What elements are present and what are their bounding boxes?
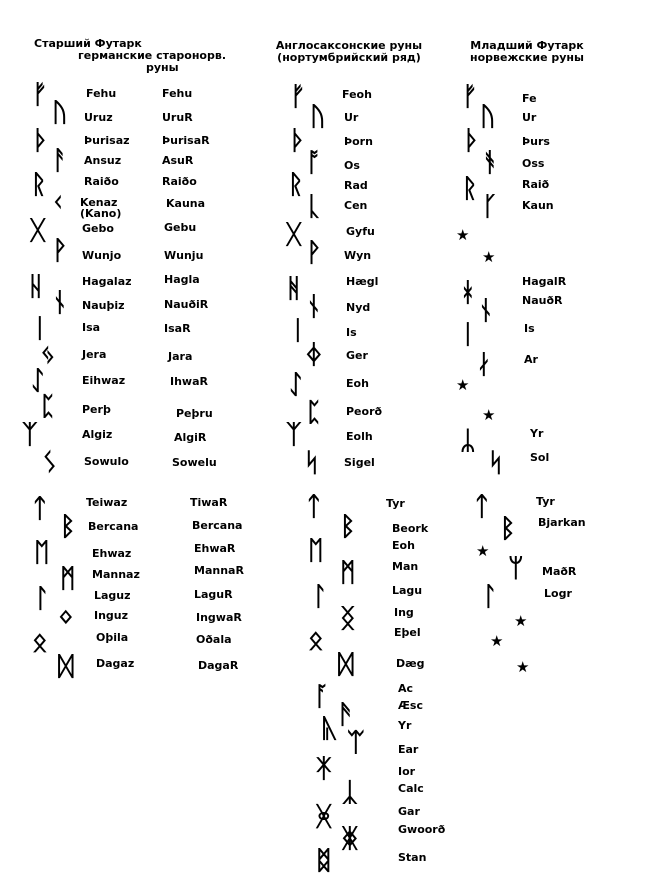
germanic-rune-name: Gebo (82, 222, 114, 235)
star-icon: ★ (482, 406, 496, 424)
rune-glyph: ᚸ (316, 802, 332, 832)
anglo-saxon-rune-name: Eolh (346, 430, 373, 443)
rune-glyph: ᚫ (338, 700, 354, 730)
rune-glyph: ᛚ (34, 584, 50, 614)
rune-glyph: ᚪ (314, 682, 330, 712)
rune-glyph: ᚢ (480, 102, 496, 132)
anglo-saxon-rune-name: Gyfu (346, 225, 375, 238)
rune-glyph: ᚾ (478, 296, 494, 326)
rune-glyph: ᛚ (312, 582, 328, 612)
germanic-rune-name: Perþ (82, 403, 111, 416)
germanic-rune-name: Ansuz (84, 154, 122, 167)
old-norse-rune-name: AlgiR (174, 431, 207, 444)
star-icon: ★ (514, 612, 528, 630)
germanic-rune-name: Raiðo (84, 175, 119, 188)
anglo-saxon-rune-name: Sigel (344, 456, 375, 469)
old-norse-rune-name: ÞurisaR (162, 134, 210, 147)
rune-glyph: ᛖ (308, 536, 324, 566)
rune-glyph: ᚱ (288, 170, 304, 200)
rune-glyph: ᛞ (338, 650, 354, 680)
germanic-rune-name: Bercana (88, 520, 139, 533)
rune-glyph: ᛗ (340, 558, 356, 588)
old-norse-rune-name: Jara (168, 350, 193, 363)
rune-glyph: ᛡ (316, 754, 332, 784)
old-norse-rune-name: EhwaR (194, 542, 236, 555)
anglo-saxon-rune-name: Eoh (392, 539, 415, 552)
anglo-saxon-rune-name: Stan (398, 851, 427, 864)
germanic-rune-name: Ehwaz (92, 547, 132, 560)
rune-glyph: ᚾ (306, 292, 322, 322)
old-norse-rune-name: Wunju (164, 249, 204, 262)
rune-glyph: ᛘ (508, 554, 524, 584)
anglo-saxon-rune-name: Nyd (346, 301, 371, 314)
anglo-saxon-rune-name: Ear (398, 743, 419, 756)
anglo-saxon-rune-name: Tyr (386, 497, 405, 510)
rune-glyph: ᛝ (340, 604, 356, 634)
rune-glyph: ᚲ (50, 188, 66, 218)
header-line: руны (146, 61, 179, 74)
old-norse-rune-name: TiwaR (190, 496, 228, 509)
germanic-rune-name: Dagaz (96, 657, 135, 670)
rune-glyph: ᛁ (460, 320, 476, 350)
younger-rune-name: NauðR (522, 294, 563, 307)
younger-rune-name: Raið (522, 178, 550, 191)
header-line: Старший Футарк (34, 37, 142, 50)
younger-rune-name: Sol (530, 451, 550, 464)
old-norse-rune-name: DagaR (198, 659, 239, 672)
old-norse-rune-name: IhwaR (170, 375, 208, 388)
rune-glyph: ᛉ (286, 420, 302, 450)
rune-glyph: ᛈ (40, 392, 56, 422)
rune-glyph: ᚣ (322, 714, 338, 744)
younger-rune-name: Logr (544, 587, 572, 600)
old-norse-rune-name: Gebu (164, 221, 197, 234)
old-norse-rune-name: Bercana (192, 519, 243, 532)
header-line: Младший Футарк (470, 39, 584, 52)
germanic-rune-name: Uruz (84, 111, 113, 124)
anglo-saxon-rune-name: Os (344, 159, 360, 172)
rune-glyph: ᛜ (58, 604, 74, 634)
germanic-rune-name: Isa (82, 321, 101, 334)
elder-futhark-header (34, 38, 254, 74)
rune-glyph: ᛖ (34, 538, 50, 568)
germanic-rune-name: Inguz (94, 609, 129, 622)
old-norse-rune-name: MannaR (194, 564, 244, 577)
anglo-saxon-rune-name: Eoh (346, 377, 369, 390)
rune-glyph: ᚺ (28, 272, 44, 302)
anglo-saxon-rune-name: Feoh (342, 88, 372, 101)
anglo-saxon-rune-name: Ing (394, 606, 414, 619)
rune-glyph: ᛏ (474, 492, 490, 522)
germanic-rune-name: Nauþiz (82, 299, 125, 312)
old-norse-rune-name: Kauna (166, 197, 206, 210)
rune-glyph: ᚷ (30, 216, 46, 246)
rune-glyph: ᚼ (460, 278, 476, 308)
anglo-saxon-rune-name: Ac (398, 682, 414, 695)
rune-glyph: ᚦ (464, 126, 480, 156)
germanic-rune-name: Kenaz (80, 196, 118, 209)
header-line: (нортумбрийский ряд) (277, 51, 421, 64)
old-norse-rune-name: AsuR (162, 154, 194, 167)
younger-rune-name: Kaun (522, 199, 554, 212)
germanic-rune-name: Teiwaz (86, 496, 128, 509)
germanic-rune-name: Mannaz (92, 568, 140, 581)
rune-glyph: ᚠ (32, 80, 48, 110)
anglo-saxon-rune-name: Gar (398, 805, 420, 818)
rune-glyph: ᛉ (22, 420, 38, 450)
old-norse-rune-name: LaguR (194, 588, 233, 601)
rune-glyph: ᛄ (306, 340, 322, 370)
anglo-saxon-rune-name: Beork (392, 522, 429, 535)
old-norse-rune-name: Oðala (196, 633, 232, 646)
star-icon: ★ (490, 632, 504, 650)
germanic-rune-name: (Kano) (80, 207, 122, 220)
younger-rune-name: Ur (522, 111, 537, 124)
anglo-saxon-rune-name: Cen (344, 199, 368, 212)
rune-glyph: ᚢ (52, 98, 68, 128)
anglo-saxon-rune-name: Æsc (398, 699, 424, 712)
younger-rune-name: MaðR (542, 565, 577, 578)
anglo-saxon-rune-name: Lagu (392, 584, 423, 597)
rune-glyph: ᚠ (290, 82, 306, 112)
rune-glyph: ᚨ (52, 146, 68, 176)
germanic-rune-name: Hagalaz (82, 275, 132, 288)
star-icon: ★ (456, 226, 470, 244)
anglo-saxon-rune-name: Peorð (346, 405, 383, 418)
old-norse-rune-name: UruR (162, 111, 193, 124)
anglo-saxon-rune-name: Þorn (344, 135, 373, 148)
anglo-saxon-rune-name: Dæg (396, 657, 425, 670)
germanic-rune-name: Laguz (94, 589, 131, 602)
anglo-saxon-rune-name: Gwoorð (398, 823, 446, 836)
rune-glyph: ᚱ (462, 174, 478, 204)
anglo-saxon-rune-name: Ur (344, 111, 359, 124)
anglo-saxon-rune-name: Man (392, 560, 419, 573)
younger-rune-name: Yr (530, 427, 544, 440)
rune-glyph: ᛠ (348, 728, 364, 758)
old-norse-rune-name: NauðiR (164, 298, 209, 311)
star-icon: ★ (482, 248, 496, 266)
rune-glyph: ᛦ (460, 426, 476, 456)
star-icon: ★ (476, 542, 490, 560)
germanic-rune-name: Jera (82, 348, 107, 361)
rune-glyph: ᛏ (32, 494, 48, 524)
germanic-rune-name: Wunjo (82, 249, 122, 262)
rune-glyph: ᚹ (52, 236, 68, 266)
germanic-rune-name: Oþila (96, 631, 129, 644)
younger-rune-name: HagalR (522, 275, 567, 288)
rune-glyph: ᛃ (40, 340, 56, 370)
rune-glyph: ᚹ (306, 238, 322, 268)
old-norse-rune-name: IngwaR (196, 611, 242, 624)
rune-glyph: ᛣ (342, 778, 358, 808)
anglo-saxon-rune-name: Wyn (344, 249, 372, 262)
younger-rune-name: Fe (522, 92, 537, 105)
rune-glyph: ᛒ (340, 512, 356, 542)
anglo-saxon-rune-name: Eþel (394, 626, 421, 639)
anglo-saxon-header (264, 40, 434, 64)
rune-glyph: ᛁ (290, 316, 306, 346)
rune-glyph: ᚴ (482, 192, 498, 222)
old-norse-rune-name: IsaR (164, 322, 191, 335)
header-line: норвежские руны (470, 51, 584, 64)
star-icon: ★ (516, 658, 530, 676)
old-norse-rune-name: Fehu (162, 87, 193, 100)
germanic-rune-name: Sowulo (84, 455, 129, 468)
younger-rune-name: Þurs (522, 135, 550, 148)
rune-glyph: ᚾ (52, 288, 68, 318)
rune-glyph: ᚷ (286, 220, 302, 250)
rune-glyph: ᚻ (286, 274, 302, 304)
rune-glyph: ᛟ (308, 626, 324, 656)
younger-rune-name: Oss (522, 157, 545, 170)
germanic-rune-name: Fehu (86, 87, 117, 100)
germanic-rune-name: Þurisaz (84, 134, 130, 147)
rune-glyph: ᚦ (33, 126, 49, 156)
old-norse-rune-name: Peþru (176, 407, 213, 420)
rune-glyph: ᛟ (32, 628, 48, 658)
old-norse-rune-name: Sowelu (172, 456, 217, 469)
header-line: Англосаксонские руны (275, 39, 423, 52)
old-norse-rune-name: Hagla (164, 273, 200, 286)
rune-glyph: ᚠ (462, 82, 478, 112)
rune-glyph: ᚱ (31, 170, 47, 200)
rune-glyph: ᛊ (42, 448, 58, 478)
rune-glyph: ᛗ (60, 564, 76, 594)
rune-glyph: ᛇ (288, 370, 304, 400)
rune-glyph: ᛥ (316, 846, 332, 876)
anglo-saxon-rune-name: Is (346, 326, 357, 339)
rune-glyph: ᚳ (306, 192, 322, 222)
rune-glyph: ᛞ (58, 652, 74, 682)
anglo-saxon-rune-name: Rad (344, 179, 368, 192)
anglo-saxon-rune-name: Ior (398, 765, 416, 778)
rune-glyph: ᛇ (30, 366, 46, 396)
old-norse-rune-name: Raiðo (162, 175, 197, 188)
rune-glyph: ᛁ (32, 314, 48, 344)
anglo-saxon-rune-name: Hægl (346, 275, 379, 288)
younger-futhark-header (462, 40, 592, 64)
header-line: германские старонорв. (78, 49, 227, 62)
germanic-rune-name: Eihwaz (82, 374, 126, 387)
rune-glyph: ᛚ (482, 582, 498, 612)
younger-rune-name: Is (524, 322, 535, 335)
anglo-saxon-rune-name: Yr (398, 719, 412, 732)
rune-glyph: ᛏ (306, 492, 322, 522)
rune-glyph: ᛒ (60, 512, 76, 542)
younger-rune-name: Bjarkan (538, 516, 586, 529)
rune-glyph: ᛋ (304, 448, 320, 478)
germanic-rune-name: Algiz (82, 428, 113, 441)
younger-rune-name: Ar (524, 353, 538, 366)
anglo-saxon-rune-name: Calc (398, 782, 424, 795)
rune-glyph: ᛅ (476, 350, 492, 380)
rune-glyph: ᚢ (310, 102, 326, 132)
rune-glyph: ᛈ (306, 398, 322, 428)
star-icon: ★ (456, 376, 470, 394)
rune-glyph: ᛋ (488, 448, 504, 478)
rune-glyph: ᚦ (290, 126, 306, 156)
rune-glyph: ᛒ (500, 514, 516, 544)
rune-glyph: ᛤ (342, 824, 358, 854)
younger-rune-name: Tyr (536, 495, 555, 508)
rune-glyph: ᚩ (306, 148, 322, 178)
rune-glyph: ᚬ (482, 148, 498, 178)
anglo-saxon-rune-name: Ger (346, 349, 368, 362)
